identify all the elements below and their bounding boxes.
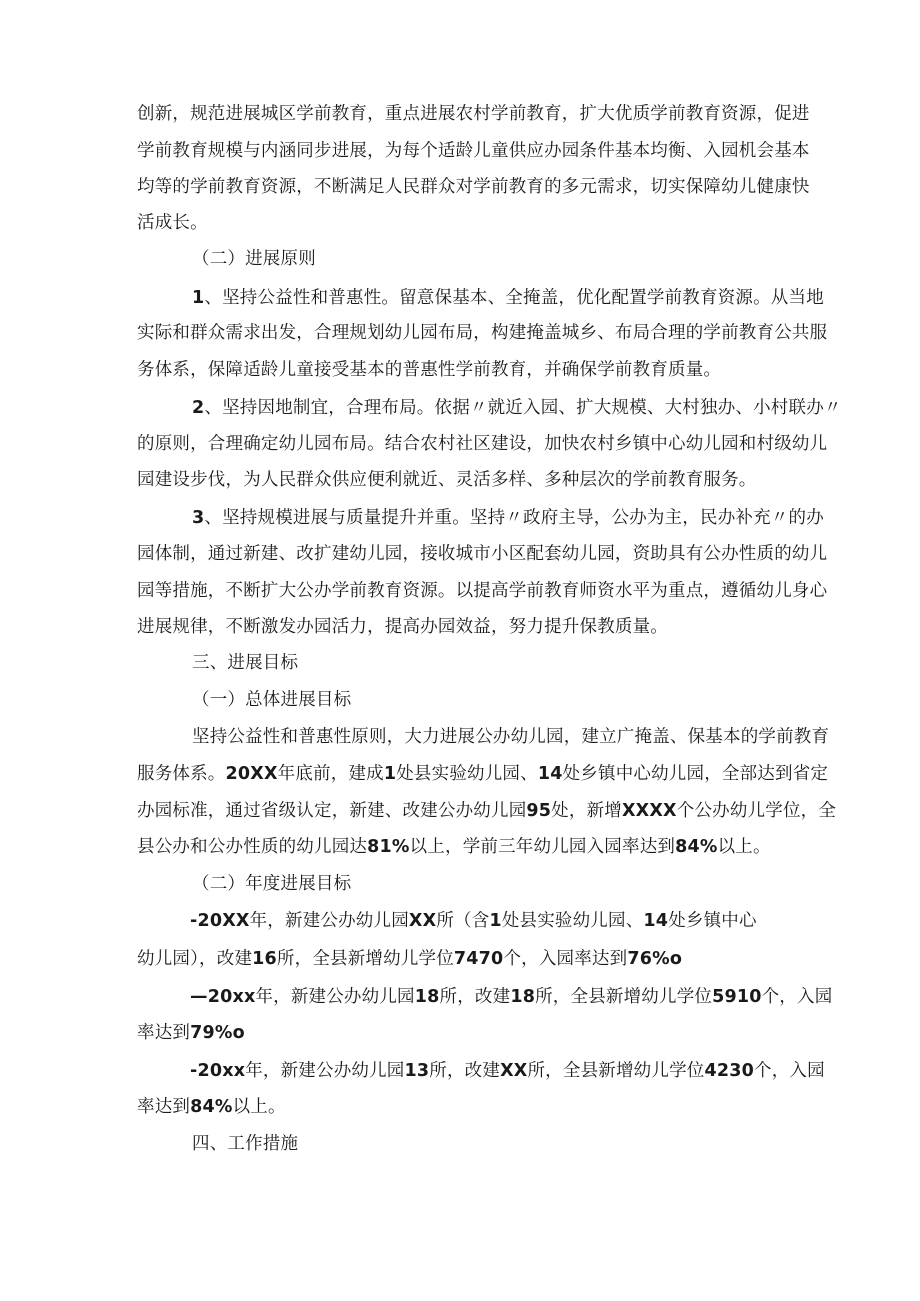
paragraph-line	[137, 100, 810, 125]
number-run: 5910	[712, 987, 762, 1007]
text-run: 处，新增	[551, 801, 622, 821]
text-run: 服务体系。	[137, 764, 226, 784]
section-heading	[192, 1130, 298, 1155]
text-run: 处县实验幼儿园、	[396, 764, 538, 784]
text-run: 所，全县新增幼儿学位	[527, 1061, 705, 1081]
paragraph-line	[137, 833, 771, 858]
text-run: 所（含	[436, 911, 490, 931]
number-run: XXXX	[621, 801, 677, 821]
number-run: XX	[500, 1061, 528, 1081]
text-run: 务体系，保障适龄儿童接受基本的普惠性学前教育，并确保学前教育质量。	[137, 360, 722, 380]
number-run: 1	[383, 764, 397, 784]
paragraph-line	[137, 760, 828, 785]
number-run: 84%	[190, 1097, 233, 1117]
text-run: 三、进展目标	[192, 653, 299, 673]
text-run: 进展规律，不断激发办园活力，提高办园效益，努力提升保教质量。	[137, 617, 668, 637]
number-run: 13	[404, 1061, 430, 1081]
text-run: 处乡镇中心幼儿园，全部达到省定	[562, 764, 829, 784]
number-run: 18	[510, 987, 536, 1007]
number-run: -20xx	[190, 1061, 246, 1081]
text-run: 年，新建公办幼儿园	[245, 1061, 405, 1081]
text-run: 年底前，建成	[277, 764, 384, 784]
number-run: 4230	[704, 1061, 754, 1081]
text-run: 均等的学前教育资源，不断满足人民群众对学前教育的多元需求，切实保障幼儿健康快	[137, 177, 810, 197]
text-run: 所，全县新增幼儿学位	[276, 949, 454, 969]
text-run: （二）年度进展目标	[192, 874, 352, 894]
section-heading	[192, 870, 351, 895]
text-run: （二）进展原则	[192, 249, 316, 269]
section-heading	[192, 649, 298, 674]
paragraph-line	[137, 540, 827, 565]
paragraph-line	[190, 907, 757, 932]
number-run: 1	[489, 911, 502, 931]
text-run: 以上。	[232, 1097, 286, 1117]
paragraph-line	[192, 284, 824, 309]
text-run: 实际和群众需求出发，合理规划幼儿园布局，构建掩盖城乡、布局合理的学前教育公共服	[137, 323, 828, 343]
paragraph-line	[137, 137, 810, 162]
text-run: 年，新建公办幼儿园	[255, 987, 415, 1007]
paragraph-line	[137, 173, 810, 198]
number-run: XX	[408, 911, 437, 931]
paragraph-line	[137, 1019, 245, 1044]
paragraph-line	[137, 1093, 286, 1118]
number-run: -20XX	[190, 911, 250, 931]
text-run: （一）总体进展目标	[192, 690, 352, 710]
text-run: 处县实验幼儿园、	[501, 911, 644, 931]
text-run: 年，新建公办幼儿园	[249, 911, 409, 931]
text-run: 个，入园率达到	[503, 949, 628, 969]
paragraph-line	[190, 1057, 825, 1082]
text-run: 率达到	[137, 1097, 191, 1117]
list-number: 2	[192, 398, 205, 418]
list-number: 3	[192, 508, 205, 528]
number-run: —20xx	[190, 987, 256, 1007]
text-run: 创新，规范进展城区学前教育，重点进展农村学前教育，扩大优质学前教育资源，促进	[137, 104, 810, 124]
number-run: 79%o	[190, 1023, 245, 1043]
text-run: 办园标准，通过省级认定，新建、改建公办幼儿园	[137, 801, 527, 821]
text-run: 以上，学前三年幼儿园入园率达到	[409, 837, 676, 857]
number-run: 16	[252, 949, 277, 969]
text-run: 所，改建	[439, 987, 511, 1007]
paragraph-line	[137, 577, 827, 602]
text-run: 县公办和公办性质的幼儿园达	[137, 837, 368, 857]
paragraph-line	[137, 797, 836, 822]
text-run: 、坚持公益性和普惠性。留意保基本、全掩盖，优化配置学前教育资源。从当地	[204, 288, 824, 308]
paragraph-line	[137, 319, 827, 344]
section-heading	[192, 245, 316, 270]
paragraph-line	[137, 945, 682, 970]
paragraph-line	[192, 723, 829, 748]
number-run: 18	[414, 987, 440, 1007]
paragraph-line	[137, 466, 757, 491]
paragraph-line	[137, 209, 208, 234]
text-run: 个公办幼儿学位，全	[676, 801, 837, 821]
number-run: 95	[526, 801, 552, 821]
paragraph-line	[137, 430, 827, 455]
text-run: 、坚持规模进展与质量提升并重。坚持〃政府主导，公办为主，民办补充〃的办	[204, 508, 824, 528]
number-run: 76%o	[627, 949, 683, 969]
text-run: 园建设步伐，为人民群众供应便利就近、灵活多样、多种层次的学前教育服务。	[137, 470, 757, 490]
text-run: 所，全县新增幼儿学位	[535, 987, 713, 1007]
text-run: 处乡镇中心	[668, 911, 757, 931]
text-run: 四、工作措施	[192, 1134, 299, 1154]
paragraph-line	[190, 983, 832, 1008]
paragraph-line	[192, 504, 824, 529]
text-run: 学前教育规模与内涵同步进展，为每个适龄儿童供应办园条件基本均衡、入园机会基本	[137, 141, 810, 161]
text-run: 幼儿园），改建	[137, 949, 253, 969]
number-run: 84%	[675, 837, 718, 857]
text-run: 率达到	[137, 1023, 191, 1043]
section-heading	[192, 686, 351, 711]
text-run: 以上。	[717, 837, 771, 857]
text-run: 活成长。	[137, 213, 208, 233]
paragraph-line	[192, 394, 842, 419]
text-run: 所，改建	[429, 1061, 501, 1081]
text-run: 坚持公益性和普惠性原则，大力进展公办幼儿园，建立广掩盖、保基本的学前教育	[192, 727, 830, 747]
number-run: 14	[537, 764, 563, 784]
number-run: 14	[643, 911, 669, 931]
number-run: 81%	[367, 837, 410, 857]
text-run: 园体制，通过新建、改扩建幼儿园，接收城市小区配套幼儿园，资助具有公办性质的幼儿	[137, 544, 828, 564]
text-run: 、坚持因地制宜，合理布局。依据〃就近入园、扩大规模、大村独办、小村联办〃	[204, 398, 842, 418]
list-number: 1	[192, 288, 205, 308]
text-run: 园等措施，不断扩大公办学前教育资源。以提高学前教育师资水平为重点，遵循幼儿身心	[137, 581, 828, 601]
text-run: 个，入园	[754, 1061, 825, 1081]
paragraph-line	[137, 613, 668, 638]
text-run: 的原则，合理确定幼儿园布局。结合农村社区建设，加快农村乡镇中心幼儿园和村级幼儿	[137, 434, 828, 454]
number-run: 7470	[453, 949, 504, 969]
number-run: 20XX	[225, 764, 278, 784]
paragraph-line	[137, 356, 721, 381]
text-run: 个，入园	[761, 987, 833, 1007]
